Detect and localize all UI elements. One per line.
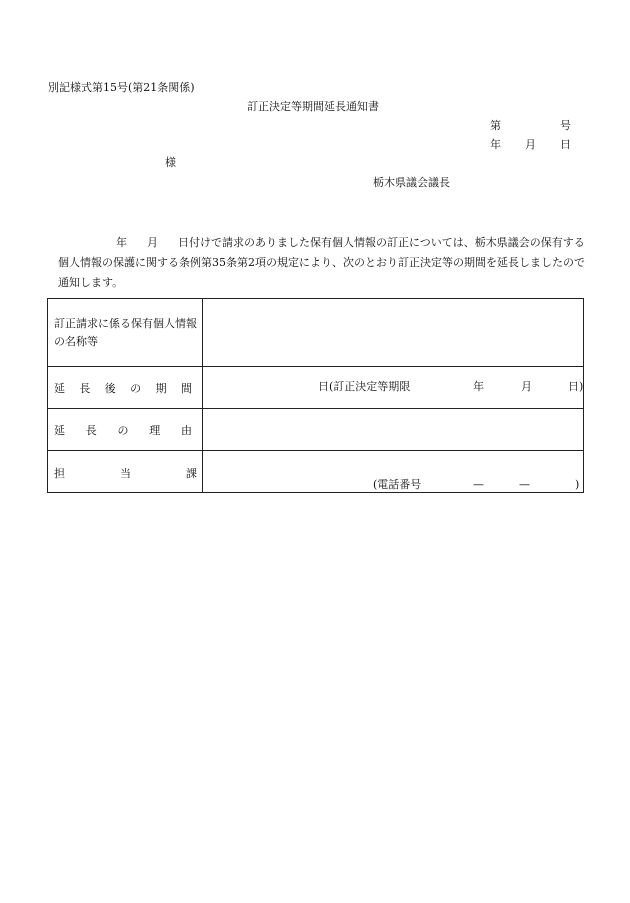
info-name-label: 訂正請求に係る保有個人情報の名称等: [54, 316, 197, 348]
table-row: [48, 409, 584, 451]
notice-body: [58, 233, 586, 293]
document-title: 訂正決定等期間延長通知書: [247, 100, 379, 113]
body-text: 日付けで請求のありました保有個人情報の訂正については、栃木県議会の保有する個人情報の保護に関する条例第35条第2項の規定により、次のとおり訂正決定等の期間を延長しましたので通知します。: [58, 236, 585, 289]
phone-number-label: (電話番号: [373, 478, 422, 491]
issue-date-month: 月: [525, 138, 536, 151]
table-row: [48, 367, 584, 409]
issue-date-year: 年: [490, 138, 501, 151]
phone-close-paren: ): [575, 478, 580, 491]
table-row: [48, 299, 584, 367]
extension-reason-value-cell: [203, 409, 584, 451]
deadline-year: 年: [473, 380, 484, 393]
extended-period-value-cell: [203, 367, 584, 409]
sender-name: 栃木県議会議長: [373, 176, 450, 189]
form-number-label: 別記様式第15号(第21条関係): [48, 81, 195, 94]
department-value-cell: [203, 451, 584, 493]
info-name-label-cell: [48, 299, 203, 367]
doc-number-suffix: 号: [560, 119, 571, 132]
addressee-honorific: 様: [165, 156, 176, 169]
deadline-day-text: 日(訂正決定等期限: [318, 380, 411, 393]
issue-date-day: 日: [560, 138, 571, 151]
extension-reason-label: 延 長 の 理 由: [54, 423, 192, 437]
body-year: 年: [116, 236, 127, 249]
department-label: 担 当 課: [54, 467, 197, 480]
deadline-month: 月: [521, 380, 532, 393]
phone-dash-2: —: [519, 478, 530, 491]
extended-period-label: 延 長 後 の 期 間: [54, 381, 192, 395]
table-row: [48, 451, 584, 493]
phone-dash-1: —: [473, 478, 484, 491]
extended-period-label-cell: [48, 367, 203, 409]
extension-reason-label-cell: [48, 409, 203, 451]
deadline-day-close: 日): [568, 380, 584, 393]
department-label-cell: [48, 451, 203, 493]
info-name-value-cell: [203, 299, 584, 367]
details-table: [47, 298, 584, 493]
body-month: 月: [147, 236, 158, 249]
doc-number-prefix: 第: [490, 119, 501, 132]
